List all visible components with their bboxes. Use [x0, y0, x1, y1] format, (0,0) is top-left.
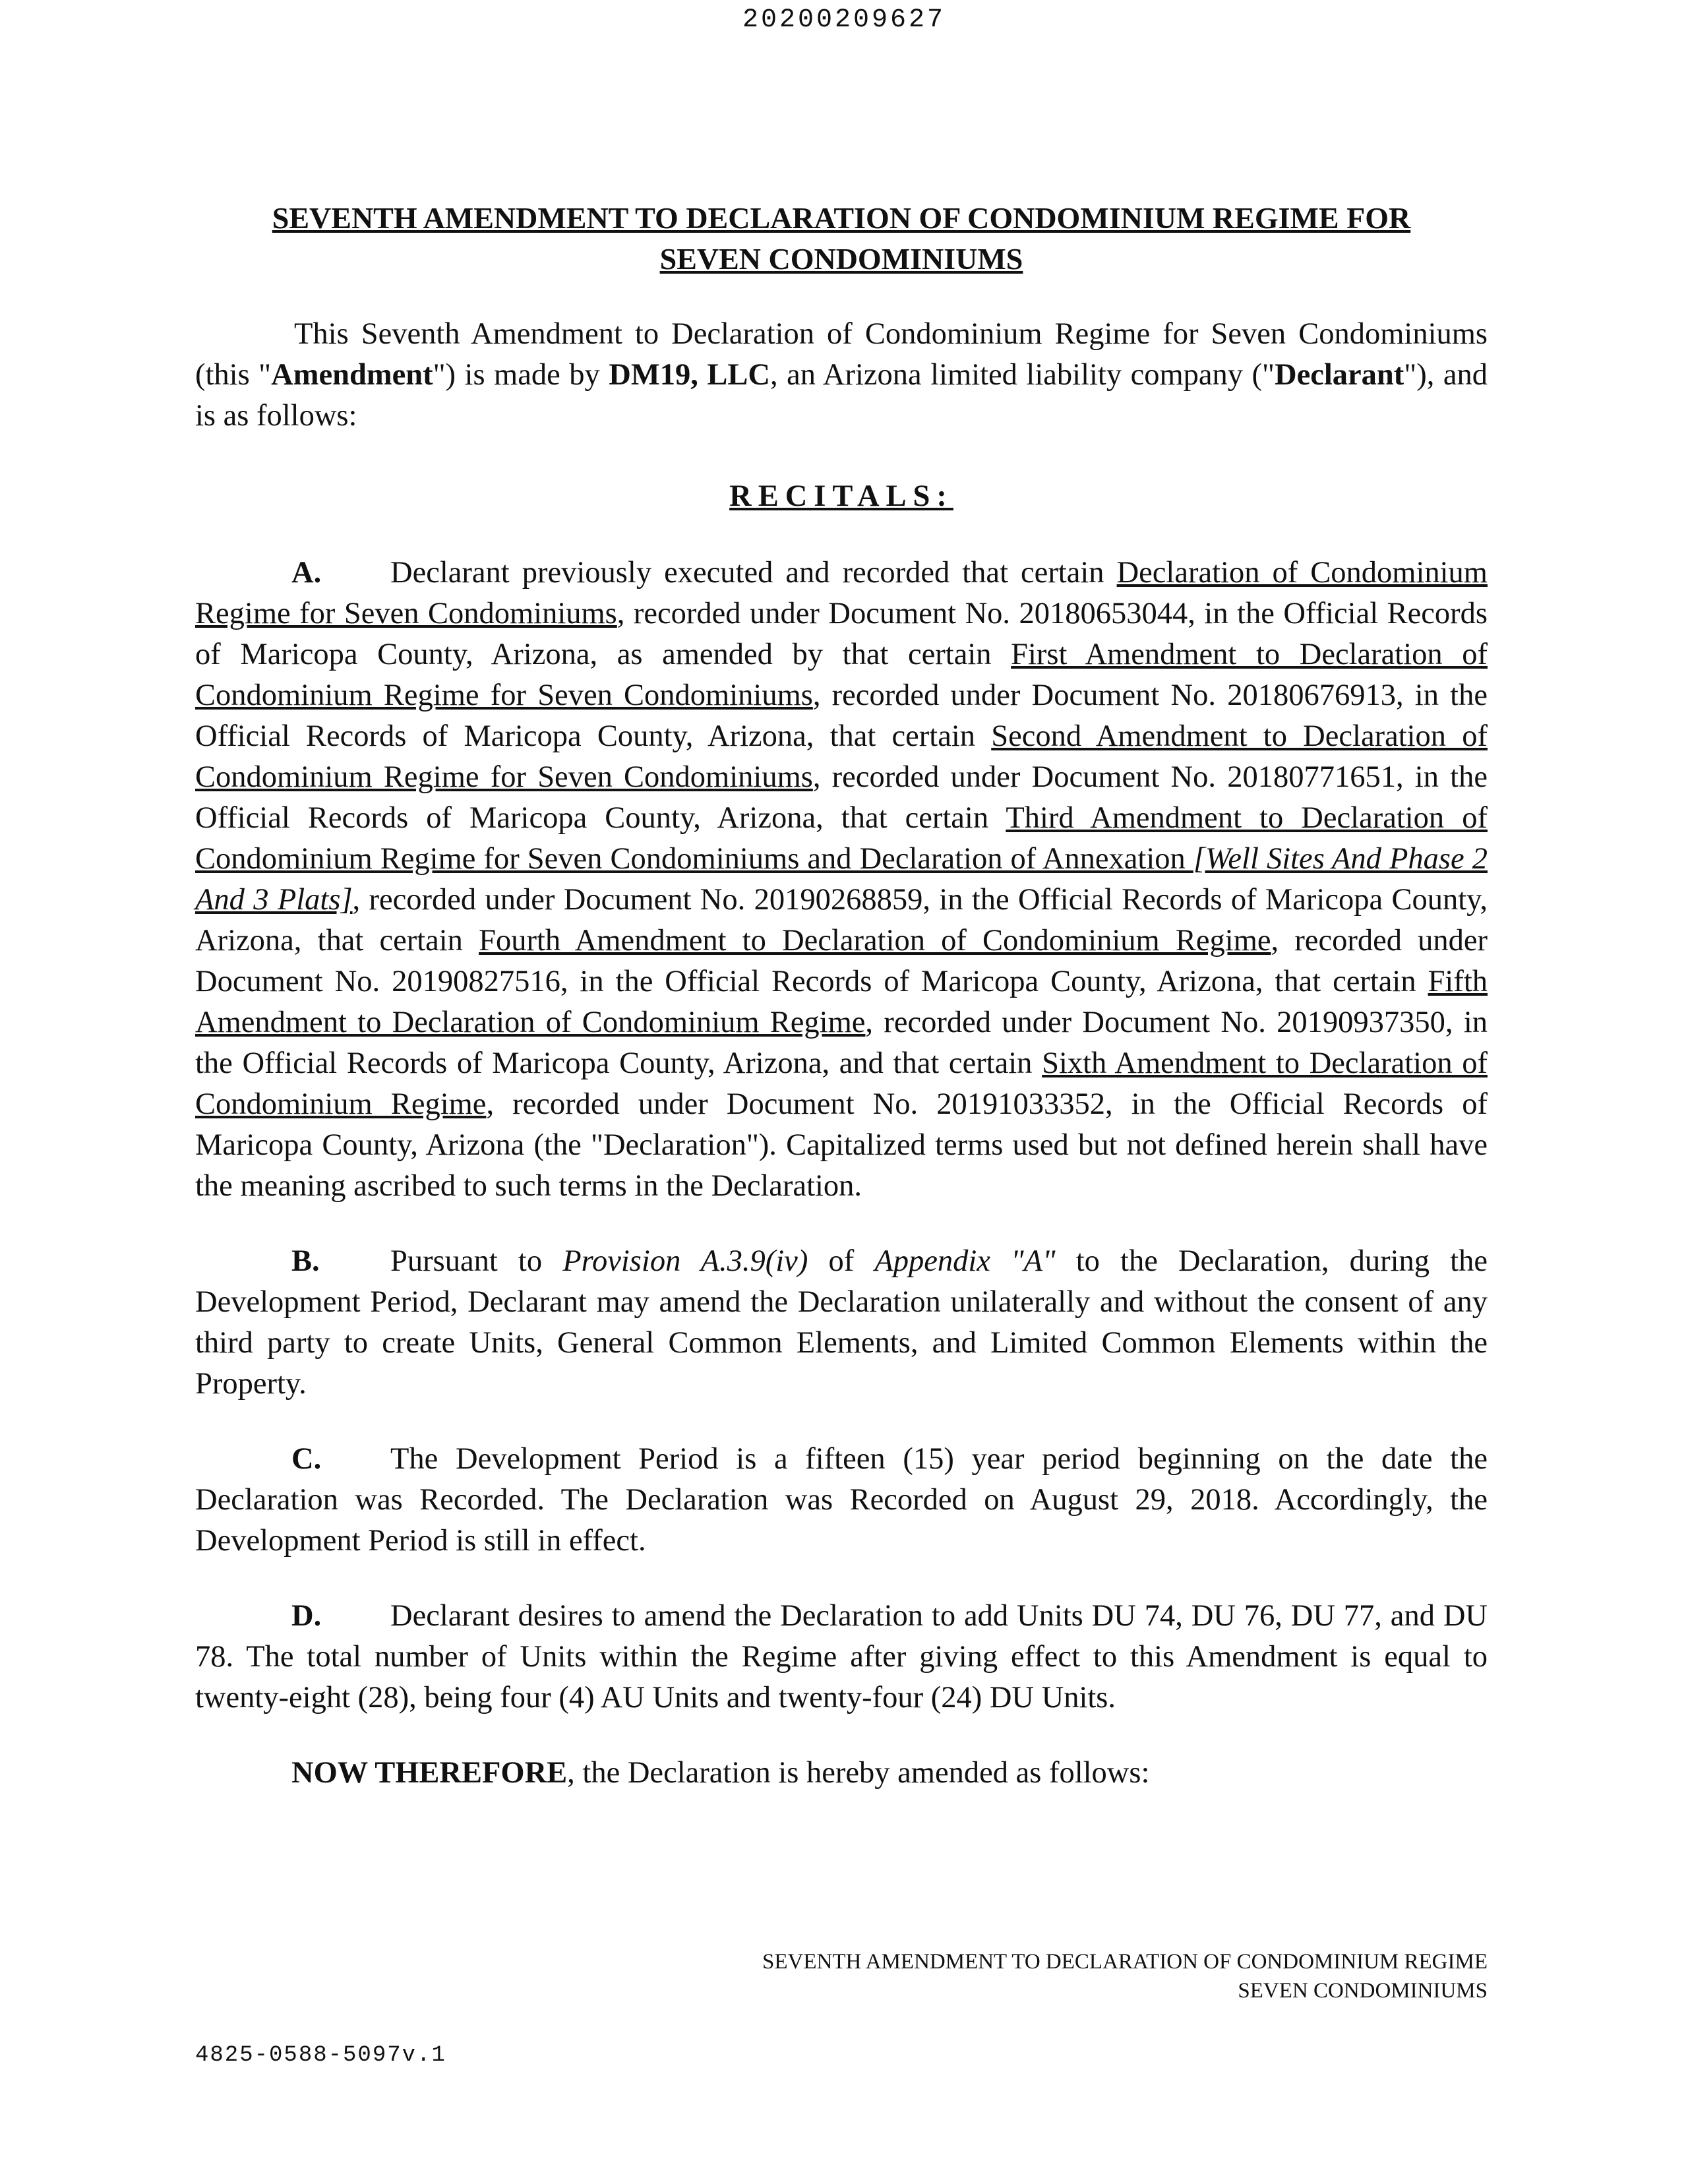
intro-declarant-name: DM19, LLC	[609, 358, 770, 392]
recital-a-text-6: , recorded under Document No. 20190827516, in the Official Records of Maricopa County, Arizona, that certain	[195, 924, 1488, 998]
document-body	[195, 198, 1488, 1794]
recital-d-label: D.	[291, 1599, 322, 1633]
recital-a-third-amendment-ref: Third Amendment to Declaration of Condominium Regime for Seven Condominiums and Declaration of Annexation	[195, 801, 1488, 876]
recital-a	[195, 553, 1488, 1207]
intro-paragraph	[195, 314, 1488, 437]
intro-text-3: , an Arizona limited liability company ("	[769, 358, 1275, 392]
title-line-1: SEVENTH AMENDMENT TO DECLARATION OF CONDOMINIUM REGIME FOR	[272, 201, 1411, 235]
recital-a-label: A.	[291, 556, 322, 590]
recital-b-label: B.	[291, 1244, 320, 1278]
intro-amendment-term: Amendment	[271, 358, 433, 392]
recital-c-text: The Development Period is a fifteen (15) year period beginning on the date the Declaration was Recorded. The Declaration was Recorded on August 29, 2018. Accordingly, the Development Period is still in effect.	[195, 1442, 1488, 1558]
document-title	[195, 198, 1488, 280]
recital-a-text-8: , recorded under Document No. 20191033352, in the Official Records of Maricopa County, Arizona (the "Declaration"). Capitalized terms used but not defined herein shall have the meaning ascribed to such terms in the Declaration.	[195, 1087, 1488, 1203]
recital-a-text-2: , recorded under Document No. 20180653044, in the Official Records of Maricopa County, Arizona, as amended by that certain	[195, 597, 1488, 671]
footer-line-2: SEVEN CONDOMINIUMS	[1238, 1979, 1488, 2003]
recitals-heading: RECITALS:	[729, 479, 953, 513]
now-therefore-text: , the Declaration is hereby amended as follows:	[567, 1756, 1150, 1790]
recital-a-fifth-amendment-ref: Fifth Amendment to Declaration of Condominium Regime	[195, 965, 1488, 1039]
now-therefore-label: NOW THEREFORE	[291, 1756, 568, 1790]
intro-text-4: "), and is as follows:	[195, 358, 1488, 433]
recital-b-text-2: of	[808, 1244, 875, 1278]
recital-b-text-3: to the Declaration, during the Development Period, Declarant may amend the Declaration unilaterally and without the consent of any third party to create Units, General Common Elements, and Limited Common Elements within the Property.	[195, 1244, 1488, 1401]
recital-a-sixth-amendment-ref: Sixth Amendment to Declaration of Condominium Regime	[195, 1046, 1488, 1121]
recital-b-text-1: Pursuant to	[390, 1244, 563, 1278]
recital-c	[195, 1439, 1488, 1562]
recital-d	[195, 1596, 1488, 1718]
recital-a-second-amendment-ref: Second Amendment to Declaration of Condominium Regime for Seven Condominiums	[195, 719, 1488, 794]
footer-document-reference	[762, 1947, 1488, 2005]
recital-a-text-3: , recorded under Document No. 20180676913, in the Official Records of Maricopa County, Arizona, that certain	[195, 679, 1488, 753]
now-therefore-paragraph	[195, 1753, 1488, 1794]
recording-number: 20200209627	[742, 5, 946, 35]
document-id: 4825-0588-5097v.1	[195, 2043, 446, 2068]
recital-a-text-4: , recorded under Document No. 20180771651, in the Official Records of Maricopa County, Arizona, that certain	[195, 760, 1488, 835]
intro-text-2: ") is made by	[433, 358, 609, 392]
recital-b-provision-ref: Provision A.3.9(iv)	[562, 1244, 808, 1278]
recital-a-text-1: Declarant previously executed and recorded that certain	[390, 556, 1117, 590]
intro-declarant-term: Declarant	[1275, 358, 1404, 392]
recital-a-fourth-amendment-ref: Fourth Amendment to Declaration of Condominium Regime	[479, 924, 1271, 957]
footer-line-1: SEVENTH AMENDMENT TO DECLARATION OF CONDOMINIUM REGIME	[762, 1950, 1488, 1974]
recital-d-text: Declarant desires to amend the Declaration to add Units DU 74, DU 76, DU 77, and DU 78. The total number of Units within the Regime after giving effect to this Amendment is equal to twenty-eight (28), being four (4) AU Units and twenty-four (24) DU Units.	[195, 1599, 1488, 1714]
recital-b-appendix-ref: Appendix "A"	[874, 1244, 1056, 1278]
intro-text-1: This Seventh Amendment to Declaration of Condominium Regime for Seven Condominiums (this "	[195, 317, 1488, 392]
title-line-2: SEVEN CONDOMINIUMS	[659, 242, 1023, 276]
recital-a-text-5: , recorded under Document No. 20190268859, in the Official Records of Maricopa County, Arizona, that certain	[195, 883, 1488, 957]
recital-c-label: C.	[291, 1442, 322, 1476]
recital-a-third-amendment-subtitle: [Well Sites And Phase 2 And 3 Plats]	[195, 842, 1488, 917]
recital-a-text-7: , recorded under Document No. 20190937350, in the Official Records of Maricopa County, Arizona, and that certain	[195, 1006, 1488, 1080]
recital-a-first-amendment-ref: First Amendment to Declaration of Condominium Regime for Seven Condominiums	[195, 638, 1488, 712]
recital-b	[195, 1241, 1488, 1405]
recital-a-declaration-ref: Declaration of Condominium Regime for Seven Condominiums	[195, 556, 1488, 630]
